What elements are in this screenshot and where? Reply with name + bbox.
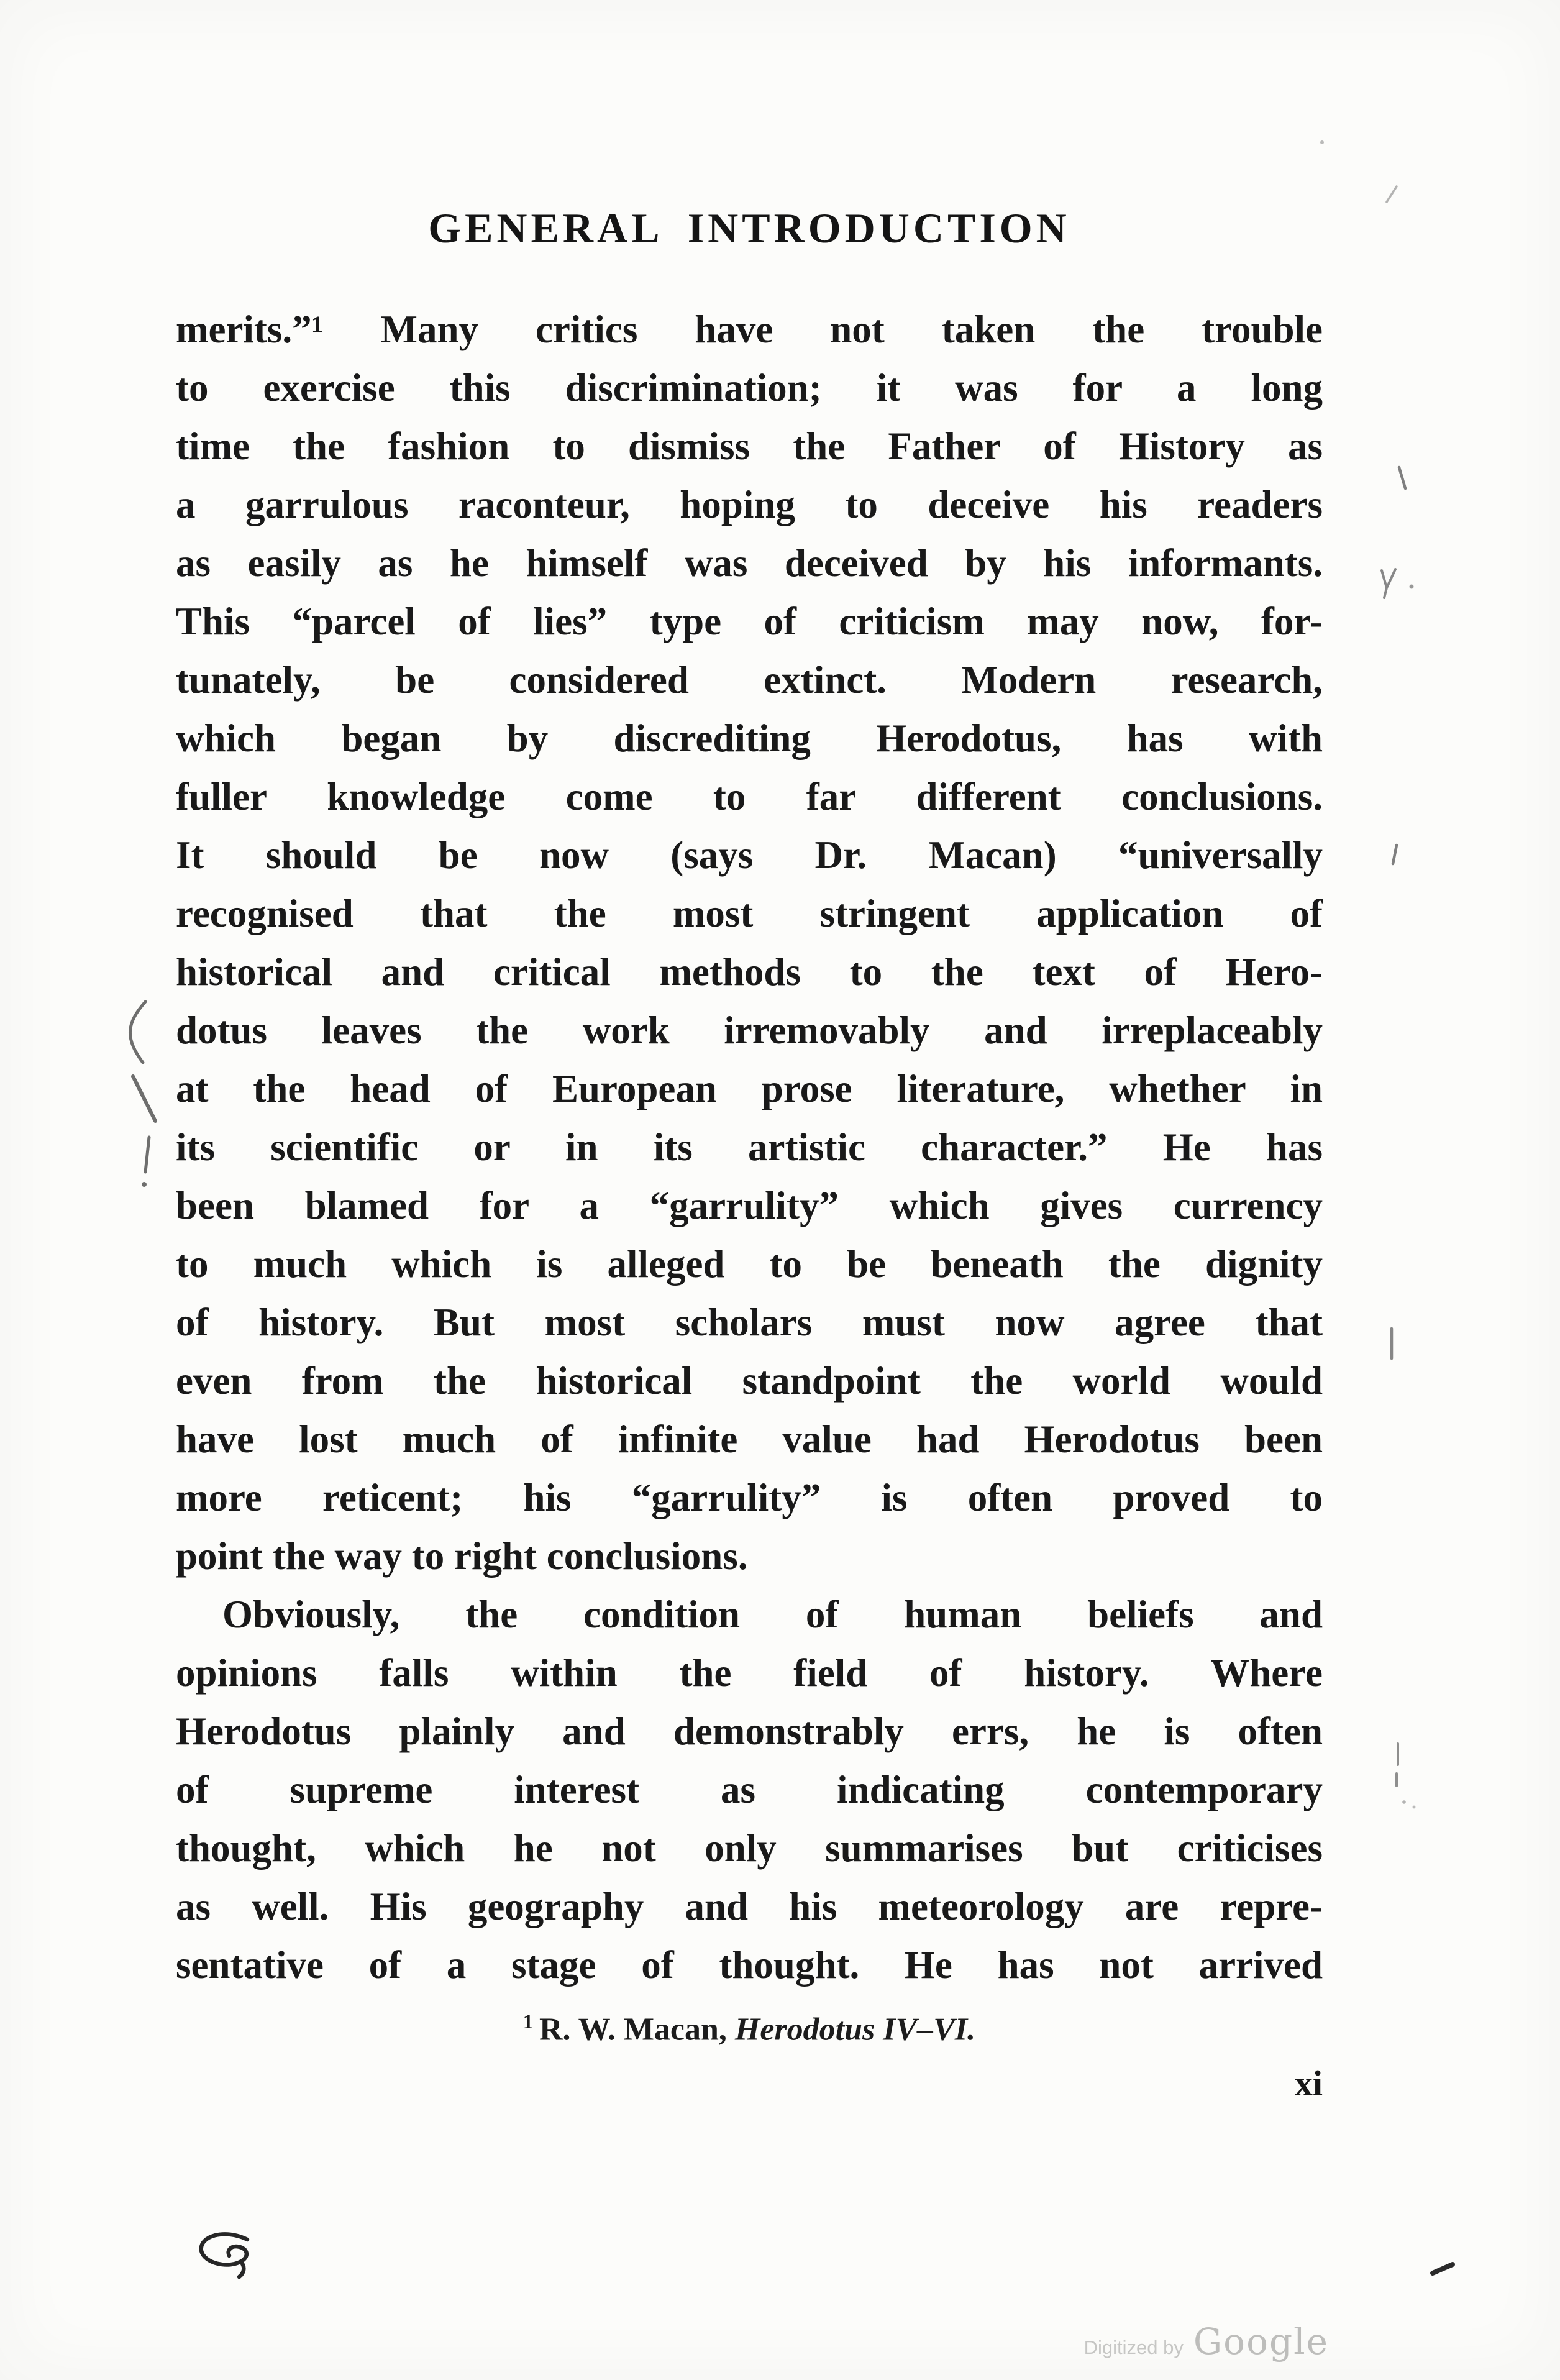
pencil-stroke-mark bbox=[145, 1137, 149, 1172]
pen-dash-mark bbox=[1433, 2264, 1453, 2273]
text-line: sentative of a stage of thought. He has not arrived bbox=[176, 1943, 1323, 1987]
speck bbox=[1413, 1806, 1416, 1809]
text-line: a garrulous raconteur, hoping to deceive his readers bbox=[176, 483, 1323, 526]
text-line: tunately, be considered extinct. Modern research, bbox=[176, 658, 1323, 702]
text-line: Obviously, the condition of human beliefs and bbox=[222, 1593, 1323, 1636]
pencil-bracket-mark bbox=[130, 1002, 145, 1063]
text-block bbox=[176, 204, 1323, 2104]
text-line: its scientific or in its artistic character.” He has bbox=[176, 1125, 1323, 1169]
digitized-by-google-watermark bbox=[1084, 2320, 1329, 2363]
pen-squiggle bbox=[201, 2234, 247, 2277]
text-line: more reticent; his “garrulity” is often proved to bbox=[176, 1476, 1323, 1519]
text-line: It should be now (says Dr. Macan) “universally bbox=[176, 833, 1323, 877]
pencil-broken-bar-mark bbox=[1397, 1744, 1398, 1786]
text-line: as easily as he himself was deceived by his informants. bbox=[176, 541, 1323, 585]
speck bbox=[1402, 1800, 1406, 1804]
pencil-apostrophe-mark bbox=[1393, 845, 1397, 864]
text-line: opinions falls within the field of history. Where bbox=[176, 1651, 1323, 1695]
pencil-tick-mark bbox=[1387, 186, 1397, 202]
footnote bbox=[176, 2010, 1323, 2048]
text-line: fuller knowledge come to far different conclusions. bbox=[176, 775, 1323, 818]
text-line: been blamed for a “garrulity” which gives currency bbox=[176, 1184, 1323, 1227]
text-line: thought, which he not only summarises but criticises bbox=[176, 1826, 1323, 1870]
text-line: at the head of European prose literature, whether in bbox=[176, 1067, 1323, 1110]
page-title: GENERAL INTRODUCTION bbox=[428, 204, 1070, 252]
text-line: historical and critical methods to the text of Hero- bbox=[176, 950, 1323, 994]
text-line: dotus leaves the work irremovably and irreplaceably bbox=[176, 1009, 1323, 1052]
pencil-tick-mark bbox=[1399, 467, 1405, 488]
pencil-y-mark bbox=[1382, 569, 1395, 598]
text-line: time the fashion to dismiss the Father of History as bbox=[176, 424, 1323, 468]
paragraph bbox=[176, 300, 1323, 1585]
google-logo-text: Google bbox=[1193, 2320, 1329, 2363]
text-line: to much which is alleged to be beneath the dignity bbox=[176, 1242, 1323, 1286]
paragraph bbox=[176, 1585, 1323, 1994]
text-line: merits.”¹ Many critics have not taken the trouble bbox=[176, 308, 1323, 351]
text-line: recognised that the most stringent application of bbox=[176, 892, 1323, 935]
pencil-slash-mark bbox=[133, 1076, 155, 1121]
text-line: which began by discrediting Herodotus, has with bbox=[176, 716, 1323, 760]
text-line: This “parcel of lies” type of criticism may now, for- bbox=[176, 600, 1323, 643]
digitized-by-label: Digitized by bbox=[1083, 2337, 1184, 2358]
text-line: of supreme interest as indicating contemporary bbox=[176, 1768, 1323, 1811]
text-line: even from the historical standpoint the world would bbox=[176, 1359, 1323, 1403]
footnote-work-title: Herodotus IV–VI. bbox=[734, 2012, 976, 2048]
text-line: of history. But most scholars must now agree that bbox=[176, 1301, 1323, 1344]
text-line: as well. His geography and his meteorology are repre- bbox=[176, 1885, 1323, 1928]
text-line: point the way to right conclusions. bbox=[176, 1534, 748, 1578]
footnote-marker: 1 bbox=[522, 2010, 533, 2033]
text-line: have lost much of infinite value had Herodotus been bbox=[176, 1417, 1323, 1461]
text-line: to exercise this discrimination; it was for a long bbox=[176, 366, 1323, 410]
pencil-dot-mark bbox=[1410, 585, 1414, 589]
footnote-text: R. W. Macan, bbox=[539, 2012, 735, 2048]
speck bbox=[1320, 140, 1324, 144]
page-number: xi bbox=[1294, 2063, 1323, 2104]
text-line: Herodotus plainly and demonstrably errs, he is often bbox=[176, 1709, 1323, 1753]
pencil-dot-mark bbox=[142, 1182, 147, 1187]
